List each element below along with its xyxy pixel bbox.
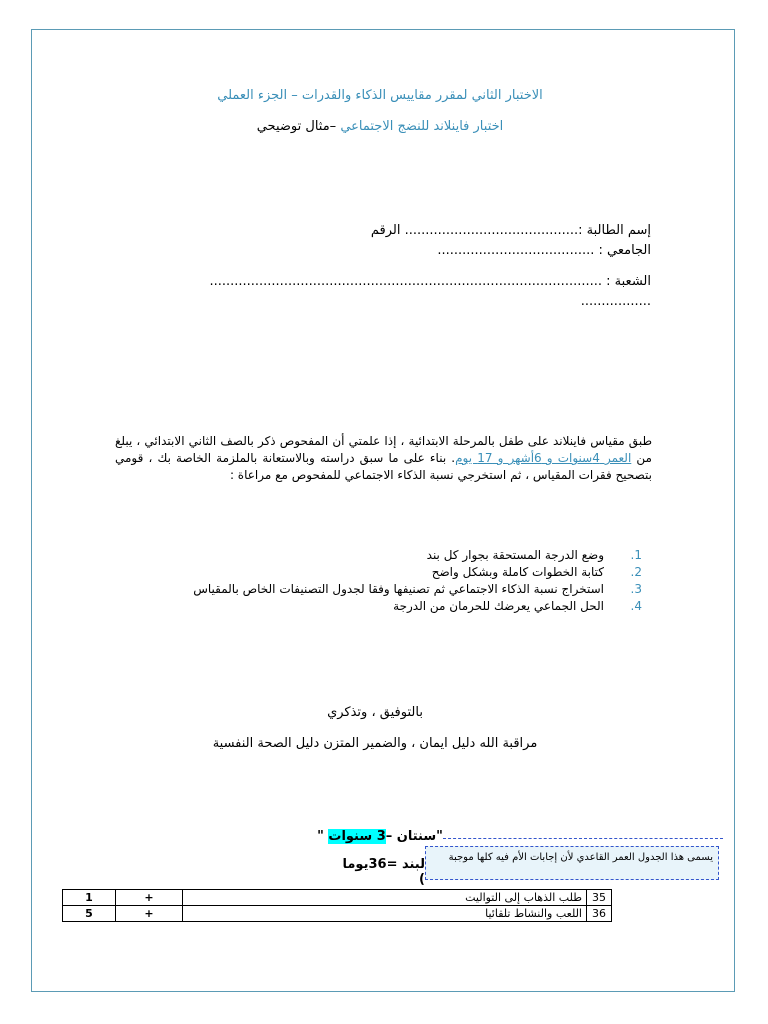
- age-link[interactable]: العمر 4سنوات و 6أشهر و 17 يوم: [455, 451, 632, 465]
- item-number: 36: [587, 906, 612, 922]
- list-item: [115, 598, 642, 615]
- item-value: 1: [63, 890, 116, 906]
- subtitle-example: –مثال توضيحي: [256, 119, 341, 134]
- heading-close: ": [317, 829, 329, 844]
- step-number: 4.: [630, 599, 642, 613]
- steps-list: [115, 547, 642, 615]
- step-text: الحل الجماعي يعرضك للحرمان من الدرجة: [393, 599, 604, 613]
- callout-note[interactable]: يسمى هذا الجدول العمر القاعدي لأن إجابات الأم فيه كلها موجبة: [425, 846, 719, 880]
- student-name-field: إسم الطالبة :.......................................... الرقم: [370, 223, 651, 238]
- callout-connector: [443, 838, 723, 839]
- item-value: 5: [63, 906, 116, 922]
- table-row: [63, 890, 612, 906]
- section-field: الشعبة : ...............................................................................................: [209, 274, 651, 289]
- heading-open: "سنتان –: [385, 829, 443, 844]
- section-field-cont: .................: [580, 294, 651, 309]
- list-item: [115, 547, 642, 564]
- item-number: 35: [587, 890, 612, 906]
- item-text: اللعب والنشاط تلقائيا: [183, 906, 587, 922]
- age-range-heading: [300, 829, 460, 844]
- list-item: [115, 564, 642, 581]
- student-id-field: الجامعي : ......................................: [437, 243, 651, 258]
- step-number: 2.: [630, 565, 642, 579]
- instructions-paragraph: [115, 433, 652, 484]
- step-number: 1.: [630, 548, 642, 562]
- step-number: 3.: [630, 582, 642, 596]
- heading-highlight: 3 سنوات: [328, 829, 386, 844]
- exam-title: الاختبار الثاني لمقرر مقاييس الذكاء والقدرات – الجزء العملي: [217, 88, 543, 103]
- item-sign: +: [116, 890, 183, 906]
- exam-subtitle: [120, 119, 640, 134]
- item-sign: +: [116, 906, 183, 922]
- list-item: [115, 581, 642, 598]
- item-text: طلب الذهاب إلى التواليت: [183, 890, 587, 906]
- instructions-text-start: طبق مقياس فاينلاند على طفل بالمرحلة الابتدائية ، إذا علمتي أن المفحوص ذكر بالصف الثاني الابتدائي ، يبلغ من: [115, 434, 652, 465]
- instructions-text-end: . بناء على ما سبق دراسته وبالاستعانة بالملزمة الخاصة بك ، قومي بتصحيح فقرات المقياس ، ثم استخرجي نسبة الذكاء الاجتماعي للمفحوص مع مراعاة :: [115, 451, 652, 482]
- step-text: كتابة الخطوات كاملة وبشكل واضح: [431, 565, 604, 579]
- table-row: [63, 906, 612, 922]
- subtitle-test-name: اختبار فاينلاند للنضج الاجتماعي: [340, 119, 504, 134]
- items-table: [62, 889, 612, 922]
- closing-wish: بالتوفيق ، وتذكري: [327, 705, 423, 720]
- item-subheading: لبند =36يوما ): [342, 857, 425, 887]
- step-text: وضع الدرجة المستحقة بجوار كل بند: [426, 548, 604, 562]
- step-text: استخراج نسبة الذكاء الاجتماعي ثم تصنيفها وفقا لجدول التصنيفات الخاص بالمقياس: [193, 582, 604, 596]
- closing-reminder: مراقبة الله دليل ايمان ، والضمير المتزن دليل الصحة النفسية: [212, 736, 538, 751]
